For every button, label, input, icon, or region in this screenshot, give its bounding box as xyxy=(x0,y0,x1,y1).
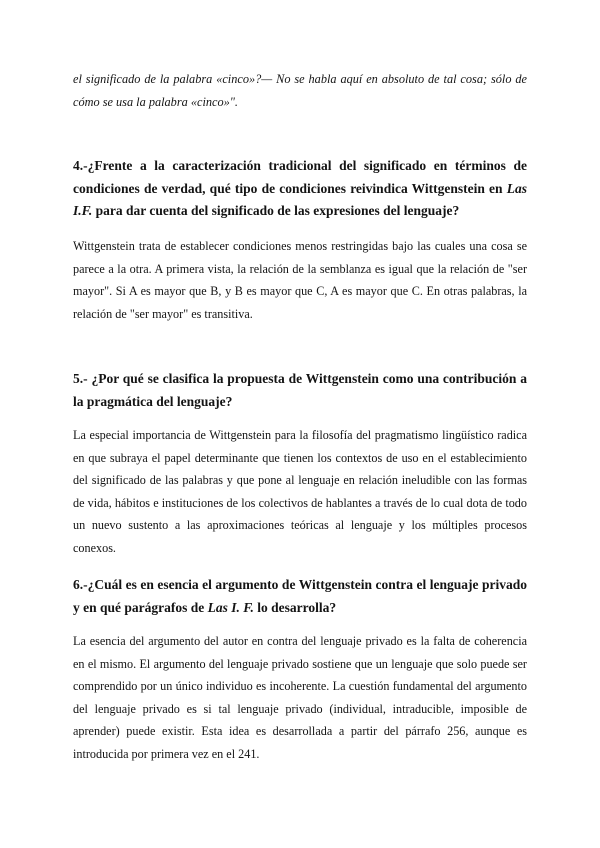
answer-4-paragraph: Wittgenstein trata de establecer condiciones menos restringidas bajo las cuales una cosa se parece a la otra. A primera vista, la relación de la semblanza es igual que la relación de "ser mayor". Si A es mayor que B, y B es mayor que C, A es mayor que C. En otras palabras, la relación de "ser mayor" es transitiva. xyxy=(73,239,527,321)
question-6-heading xyxy=(73,574,527,619)
question-6-heading-end: lo desarrolla? xyxy=(253,599,337,615)
answer-6-paragraph: La esencia del argumento del autor en contra del lenguaje privado es la falta de coherencia en el mismo. El argumento del lenguaje privado sostiene que un lenguaje que solo puede ser comprendido por un único individuo es incoherente. La cuestión fundamental del argumento del lenguaje privado es si tal lenguaje privado (individual, intraducible, imposible de aprender) puede existir. Esta idea es desarrollada a partir del párrafo 256, aunque es introducida por primera vez en el 241. xyxy=(73,634,527,761)
intro-paragraph: el significado de la palabra «cinco»?— No se habla aquí en absoluto de tal cosa; sólo de cómo se usa la palabra «cinco»". xyxy=(73,72,527,109)
question-5-heading xyxy=(73,368,527,413)
question-4-heading-text: 4.-¿Frente a la caracterización tradicional del significado en términos de condiciones de verdad, qué tipo de condiciones reivindica Wittgenstein en xyxy=(73,158,527,196)
question-6-heading-italic: Las I. F. xyxy=(207,599,254,615)
question-4-heading-italic: Las I.F. xyxy=(73,180,527,218)
answer-5-paragraph: La especial importancia de Wittgenstein para la filosofía del pragmatismo lingüístico radica en que subraya el papel determinante que tienen los contextos de uso en el establecimiento del significado de las palabras y que pone al lenguaje en relación ineludible con las formas de vida, hábitos e instituciones de los colectivos de hablantes a través de lo cual dota de todo un nuevo sustento a las aproximaciones teóricas al lenguaje y los múltiples procesos conexos. xyxy=(73,428,527,555)
question-6-heading-text: 6.-¿Cuál es en esencia el argumento de Wittgenstein contra el lenguaje privado y en qué parágrafos de xyxy=(73,577,527,615)
question-4-heading-end: para dar cuenta del significado de las expresiones del lenguaje? xyxy=(92,203,460,218)
question-5-heading-text: 5.- ¿Por qué se clasifica la propuesta de Wittgenstein como una contribución a la pragmática del lenguaje? xyxy=(73,371,527,409)
question-4-heading xyxy=(73,155,527,223)
